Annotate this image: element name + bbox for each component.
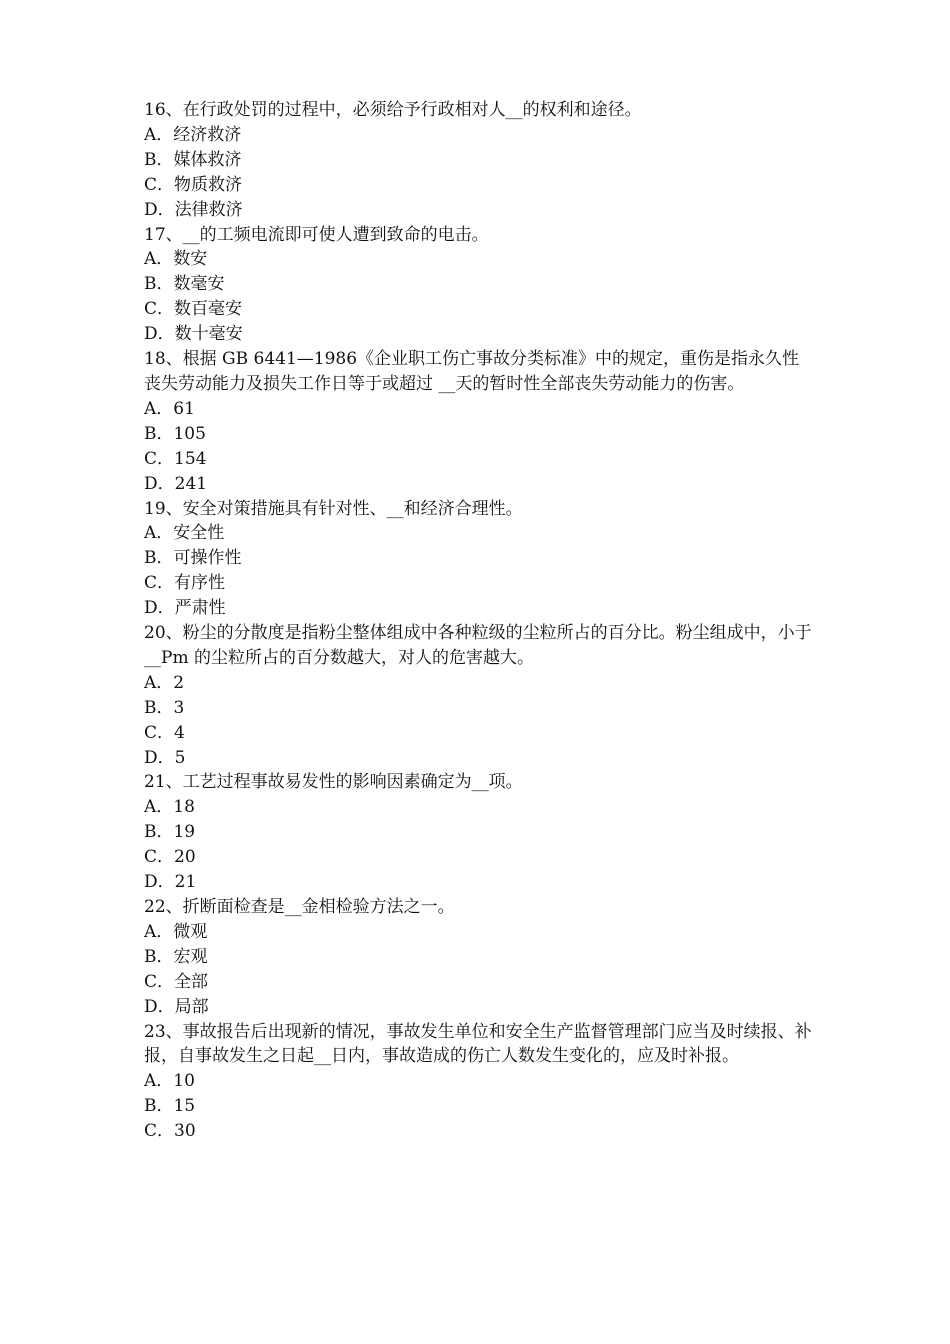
option-a: A．安全性 xyxy=(144,523,225,544)
question-21 xyxy=(144,770,816,895)
question-list xyxy=(144,98,816,1144)
option-a: A．18 xyxy=(144,797,195,818)
option-a: A．2 xyxy=(144,672,185,693)
option-a: A．61 xyxy=(144,398,195,419)
question-19 xyxy=(144,497,816,622)
option-d: D．5 xyxy=(144,747,186,768)
option-a: A．数安 xyxy=(144,249,208,270)
option-b: B．媒体救济 xyxy=(144,149,242,170)
option-c: C．全部 xyxy=(144,971,209,992)
question-stem: 16、在行政处罚的过程中，必须给予行政相对人__的权利和途径。 xyxy=(144,100,642,120)
option-a: A．微观 xyxy=(144,921,208,942)
option-b: B．可操作性 xyxy=(144,548,242,569)
option-b: B．宏观 xyxy=(144,946,208,967)
option-c: C．20 xyxy=(144,847,196,868)
option-d: D．法律救济 xyxy=(144,199,243,220)
question-stem: 22、折断面检查是__金相检验方法之一。 xyxy=(144,897,455,917)
question-stem: 19、安全对策措施具有针对性、__和经济合理性。 xyxy=(144,498,523,519)
question-22 xyxy=(144,895,816,1020)
question-23 xyxy=(144,1020,816,1145)
option-d: D．数十毫安 xyxy=(144,324,243,345)
option-c: C．4 xyxy=(144,722,185,743)
option-d: D．241 xyxy=(144,473,208,494)
option-c: C．物质救济 xyxy=(144,174,243,195)
option-d: D．局部 xyxy=(144,996,209,1017)
question-stem: 23、事故报告后出现新的情况，事故发生单位和安全生产监督管理部门应当及时续报、补报，自事故发生之日起__日内，事故造成的伤亡人数发生变化的，应及时补报。 xyxy=(144,1021,812,1067)
question-17 xyxy=(144,223,816,348)
question-stem: 21、工艺过程事故易发性的影响因素确定为__项。 xyxy=(144,772,523,793)
option-b: B．15 xyxy=(144,1096,196,1117)
option-d: D．严肃性 xyxy=(144,598,226,619)
question-stem: 18、根据 GB 6441—1986《企业职工伤亡事故分类标准》中的规定，重伤是指永久性丧失劳动能力及损失工作日等于或超过 __天的暂时性全部丧失劳动能力的伤害。 xyxy=(144,349,800,394)
option-a: A．10 xyxy=(144,1071,195,1092)
option-c: C．154 xyxy=(144,448,207,469)
option-c: C．有序性 xyxy=(144,573,226,594)
question-16 xyxy=(144,98,816,223)
question-stem: 20、粉尘的分散度是指粉尘整体组成中各种粒级的尘粒所占的百分比。粉尘组成中，小于__Pm 的尘粒所占的百分数越大，对人的危害越大。 xyxy=(144,623,812,668)
option-a: A．经济救济 xyxy=(144,124,242,145)
option-d: D．21 xyxy=(144,872,197,893)
option-b: B．105 xyxy=(144,423,206,444)
option-c: C．数百毫安 xyxy=(144,299,243,320)
option-b: B．数毫安 xyxy=(144,274,225,295)
option-c: C．30 xyxy=(144,1121,196,1142)
option-b: B．3 xyxy=(144,697,185,718)
question-20 xyxy=(144,621,816,770)
question-18 xyxy=(144,347,816,496)
option-b: B．19 xyxy=(144,822,196,843)
question-stem: 17、__的工频电流即可使人遭到致命的电击。 xyxy=(144,224,489,245)
